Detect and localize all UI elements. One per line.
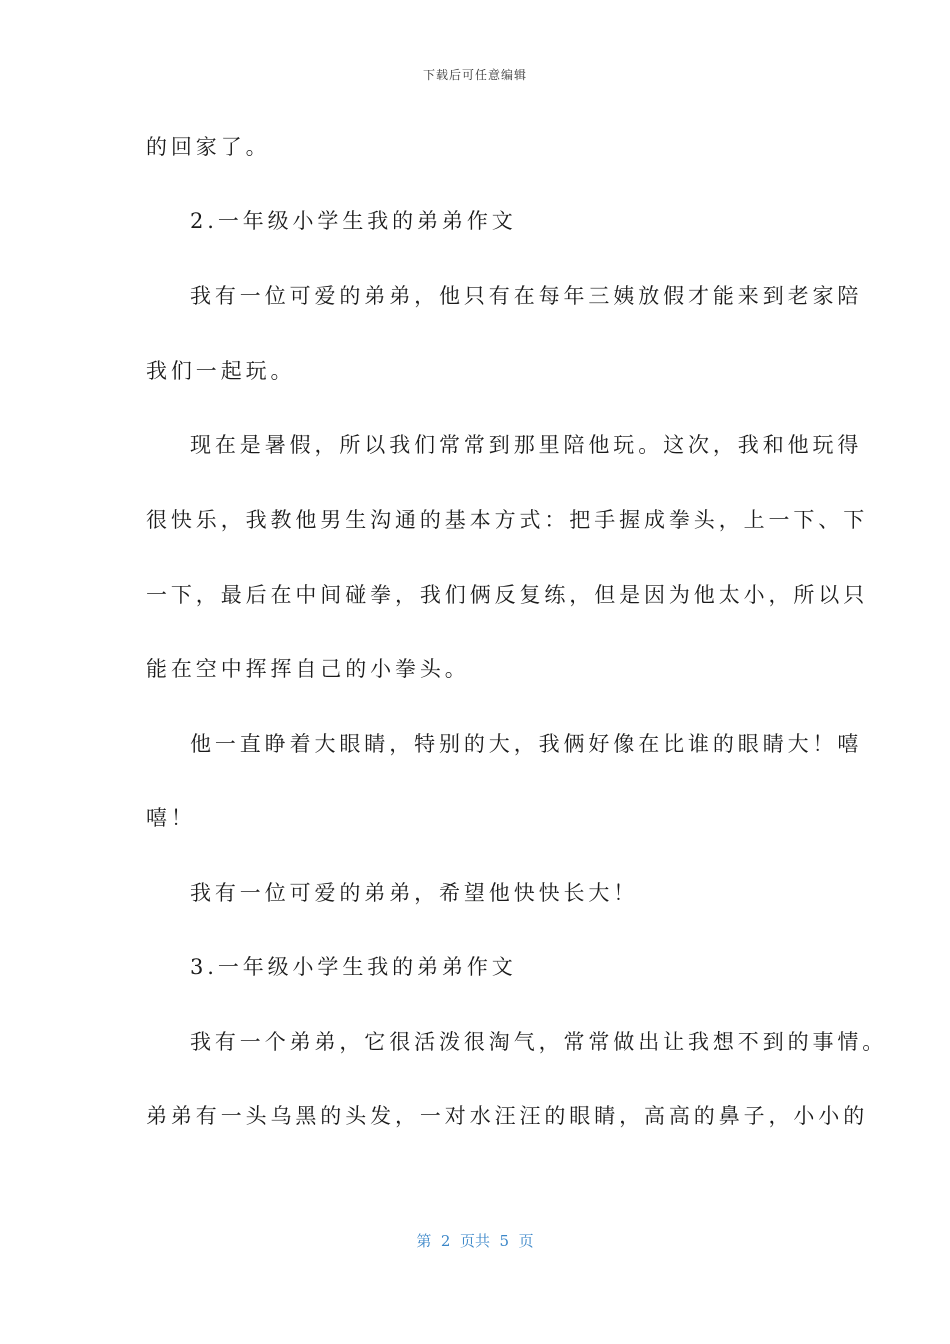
text-line: 的回家了。 (146, 135, 271, 159)
text-line: 我有一个弟弟，它很活泼很淘气，常常做出让我想不到的事情。 (190, 1030, 888, 1054)
text-line: 他一直睁着大眼睛，特别的大，我俩好像在比谁的眼睛大！嘻 (190, 732, 863, 756)
page-footer: 第 2 页共 5 页 (416, 1232, 534, 1250)
section-heading: 2.一年级小学生我的弟弟作文 (190, 209, 517, 233)
text-line: 现在是暑假，所以我们常常到那里陪他玩。这次，我和他玩得 (190, 433, 863, 457)
section-heading: 3.一年级小学生我的弟弟作文 (190, 955, 517, 979)
text-line: 弟弟有一头乌黑的头发，一对水汪汪的眼睛，高高的鼻子，小小的 (146, 1104, 869, 1128)
text-line: 我有一位可爱的弟弟，他只有在每年三姨放假才能来到老家陪 (190, 284, 863, 308)
text-line: 我有一位可爱的弟弟，希望他快快长大！ (190, 881, 639, 905)
page-header: 下载后可任意编辑 (422, 68, 527, 82)
text-line: 我们一起玩。 (146, 359, 296, 383)
text-line: 能在空中挥挥自己的小拳头。 (146, 657, 470, 681)
text-line: 嘻！ (146, 806, 196, 830)
text-line: 很快乐，我教他男生沟通的基本方式：把手握成拳头，上一下、下 (146, 508, 869, 532)
text-line: 一下，最后在中间碰拳，我们俩反复练，但是因为他太小，所以只 (146, 583, 869, 607)
